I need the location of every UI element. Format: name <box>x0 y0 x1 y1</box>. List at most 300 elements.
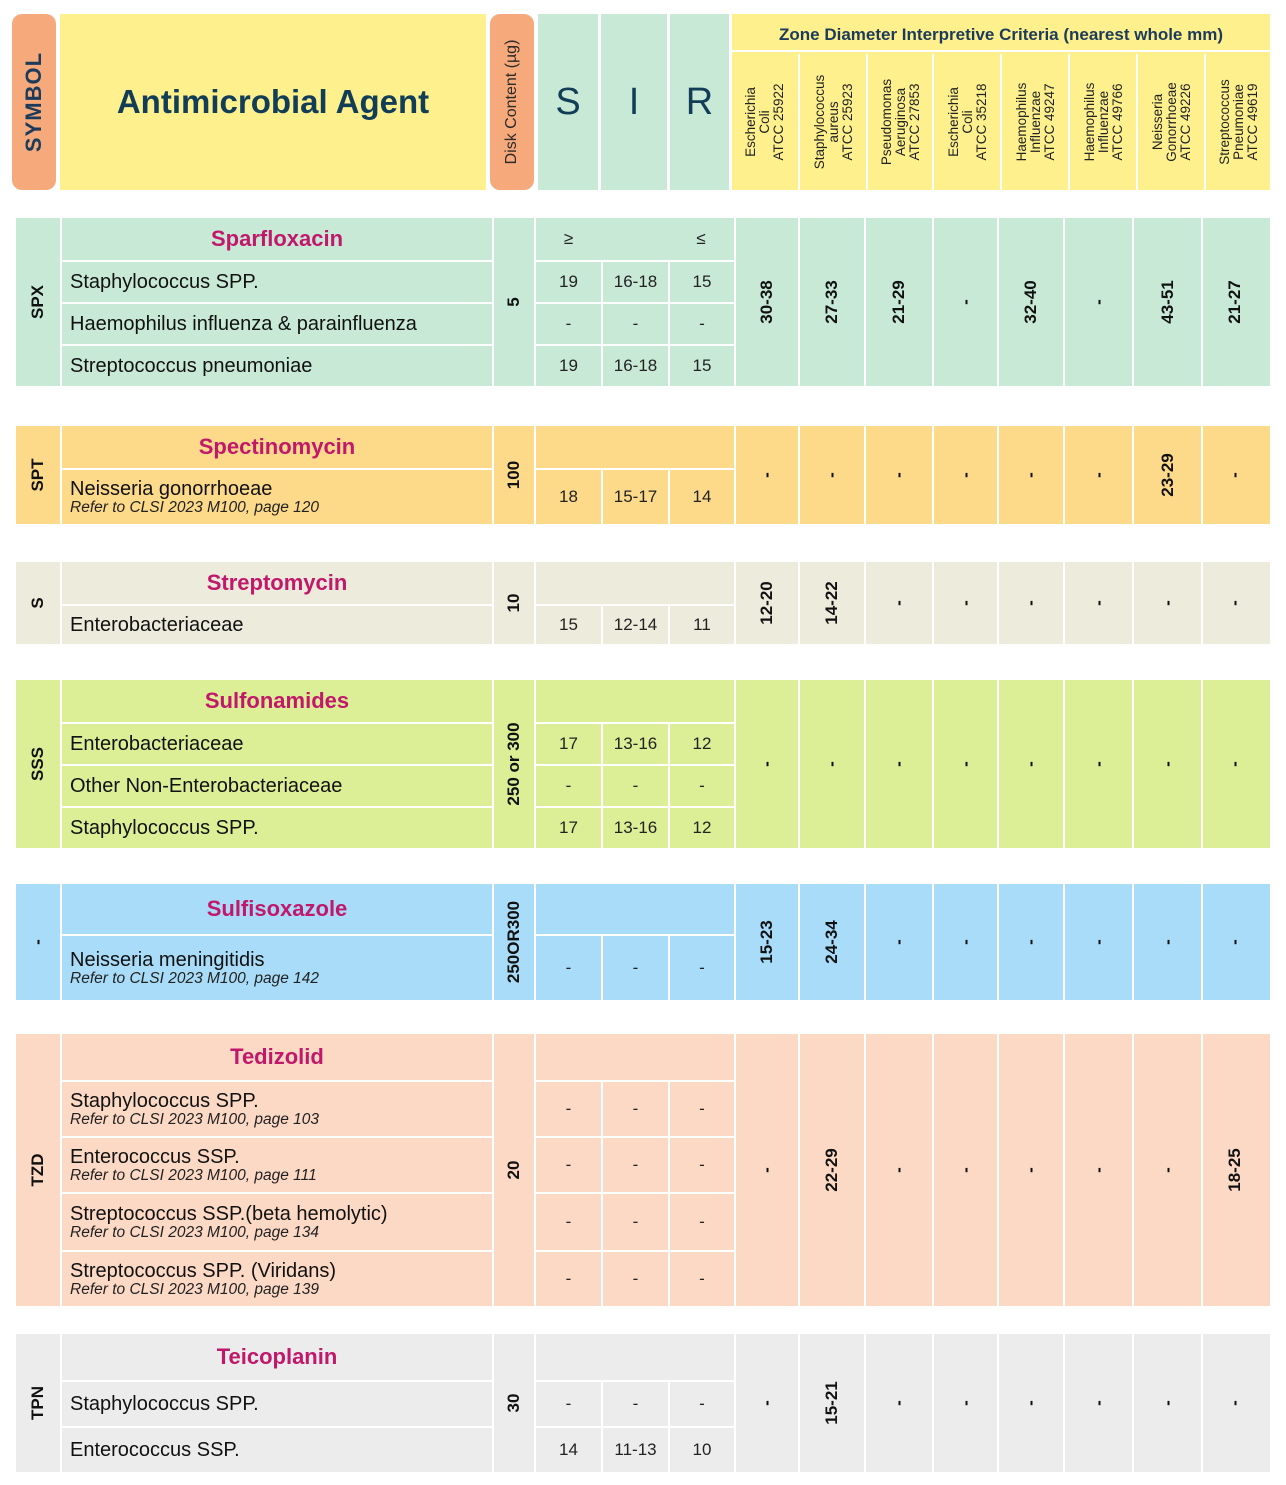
qc-range-value: 22-29 <box>822 1148 841 1192</box>
qc-range-cell <box>997 1334 1063 1472</box>
breakpoint-i: 11-13 <box>601 1426 668 1472</box>
qc-range-value: - <box>955 1400 975 1406</box>
qc-range-value: - <box>955 761 975 767</box>
agent-name: Spectinomycin <box>60 426 492 468</box>
sir-header-r <box>668 1334 734 1380</box>
qc-organism-line: Neisseria <box>1150 93 1165 151</box>
qc-range-cell <box>1132 1034 1201 1306</box>
symbol-label: SPX <box>28 284 47 320</box>
qc-range-cell <box>932 884 997 1000</box>
symbol-label: - <box>28 939 47 945</box>
qc-organism-line: Coli <box>960 110 975 134</box>
organism-row <box>60 1380 492 1426</box>
symbol-cell <box>16 218 60 386</box>
qc-range-cell <box>932 426 997 524</box>
qc-organism-line: Escherichia <box>946 87 961 157</box>
sir-header-s <box>536 680 601 722</box>
disk-content-value: 250 or 300 <box>504 722 523 806</box>
symbol-cell <box>16 884 60 1000</box>
breakpoint-r: 15 <box>668 260 734 302</box>
qc-range-cell <box>932 680 997 848</box>
qc-range-cell <box>798 426 864 524</box>
sir-header-r <box>668 426 734 468</box>
breakpoint-s: - <box>536 302 601 344</box>
breakpoint-s: 17 <box>536 722 601 764</box>
breakpoint-i: - <box>601 1250 668 1306</box>
organism-name: Streptococcus SPP. (Viridans) <box>70 1259 337 1282</box>
sir-header-i <box>601 884 668 934</box>
breakpoint-r: - <box>668 1192 734 1250</box>
breakpoint-i: - <box>601 1080 668 1136</box>
qc-range-value: - <box>1157 1167 1177 1173</box>
qc-range-value: - <box>889 939 908 945</box>
breakpoint-s: 14 <box>536 1426 601 1472</box>
qc-range-value: - <box>1224 472 1244 478</box>
breakpoint-s: - <box>536 1250 601 1306</box>
qc-range-value: 12-20 <box>757 581 776 625</box>
qc-range-value: - <box>955 600 975 606</box>
agent-name: Teicoplanin <box>60 1334 492 1380</box>
organism-row <box>60 722 492 764</box>
breakpoint-r: 12 <box>668 806 734 848</box>
sir-header-i <box>601 218 668 260</box>
breakpoint-r: - <box>668 1250 734 1306</box>
qc-range-value: - <box>1157 600 1177 606</box>
sir-header-i <box>601 1334 668 1380</box>
qc-range-value: - <box>955 939 975 945</box>
organism-row <box>60 1426 492 1472</box>
qc-range-value: - <box>757 1400 776 1406</box>
symbol-label: TPN <box>28 1386 47 1420</box>
qc-range-cell <box>798 562 864 644</box>
sir-header-i <box>601 1034 668 1080</box>
breakpoint-i: - <box>601 764 668 806</box>
header-agent-label: Antimicrobial Agent <box>116 83 430 120</box>
disk-content-cell <box>492 1034 536 1306</box>
sir-header-s: ≥ <box>563 229 574 248</box>
breakpoint-i: - <box>601 1380 668 1426</box>
header-disk-label: Disk Content (µg) <box>503 39 520 165</box>
qc-range-cell <box>997 562 1063 644</box>
qc-range-value: - <box>889 1400 908 1406</box>
qc-range-cell <box>864 1334 932 1472</box>
agent-name: Streptomycin <box>60 562 492 604</box>
header-symbol-label: SYMBOL <box>21 51 46 153</box>
sir-header-i <box>601 426 668 468</box>
qc-organism-line: Influenzae <box>1028 90 1043 154</box>
qc-range-cell <box>1201 426 1266 524</box>
disk-content-value: 30 <box>504 1393 523 1413</box>
qc-range-value: 18-25 <box>1224 1148 1244 1192</box>
sir-header-r <box>668 1034 734 1080</box>
organism-name: Staphylococcus SPP. <box>70 271 259 293</box>
qc-organism-line: Coli <box>757 110 772 134</box>
header-zone <box>732 14 1270 190</box>
sir-header-r: ≤ <box>696 229 706 248</box>
breakpoint-r: - <box>668 934 734 1000</box>
disk-content-cell <box>492 426 536 524</box>
qc-organism-line: Streptococcus <box>1217 79 1232 165</box>
qc-range-cell <box>997 218 1063 386</box>
qc-range-value: - <box>1021 472 1040 478</box>
qc-range-cell <box>1063 562 1132 644</box>
breakpoint-i: 16-18 <box>601 260 668 302</box>
header-qc-organism <box>732 54 798 190</box>
breakpoint-r: 15 <box>668 344 734 386</box>
clsi-reference: Refer to CLSI 2023 M100, page 142 <box>70 969 320 987</box>
breakpoint-s: 15 <box>536 604 601 644</box>
qc-organism-name <box>1151 82 1193 162</box>
agent-name: Sparfloxacin <box>60 218 492 260</box>
qc-range-cell <box>1201 218 1266 386</box>
organism-row <box>60 302 492 344</box>
qc-range-cell <box>798 1034 864 1306</box>
organism-name: Haemophilus influenza & parainfluenza <box>70 313 417 335</box>
header-qc-organism <box>866 54 934 190</box>
organism-row <box>60 1250 492 1306</box>
header-qc-organism <box>932 54 1002 190</box>
qc-range-cell <box>932 1334 997 1472</box>
qc-range-cell <box>1201 562 1266 644</box>
sir-header-r <box>668 562 734 604</box>
agent-section <box>16 218 1270 386</box>
qc-range-cell <box>932 1034 997 1306</box>
qc-range-value: - <box>1088 1167 1108 1173</box>
qc-range-cell <box>1132 426 1201 524</box>
disk-content-value: 250OR300 <box>504 900 523 984</box>
disk-content-cell <box>492 680 536 848</box>
breakpoint-s: 18 <box>536 468 601 524</box>
symbol-label: TZD <box>28 1153 47 1187</box>
qc-range-value: - <box>1021 1167 1040 1173</box>
qc-organism-line: Escherichia <box>743 87 758 157</box>
sir-header-s <box>536 884 601 934</box>
qc-organism-name <box>880 79 922 165</box>
qc-range-value: 32-40 <box>1021 280 1040 324</box>
qc-organism-line: Influenzae <box>1096 90 1111 154</box>
breakpoint-s: - <box>536 1136 601 1192</box>
organism-name: Streptococcus SSP.(beta hemolytic) <box>70 1202 388 1225</box>
qc-range-value: - <box>822 472 841 478</box>
qc-range-cell <box>932 562 997 644</box>
qc-organism-line: ATCC 49226 <box>1178 83 1193 161</box>
qc-range-cell <box>997 680 1063 848</box>
breakpoint-i: 13-16 <box>601 722 668 764</box>
organism-name: Staphylococcus SPP. <box>70 1089 259 1112</box>
qc-organism-line: Haemophilus <box>1082 82 1097 162</box>
breakpoint-s: 17 <box>536 806 601 848</box>
qc-organism-name <box>813 75 855 170</box>
qc-range-value: - <box>1088 299 1108 305</box>
breakpoint-i: 12-14 <box>601 604 668 644</box>
breakpoint-s: - <box>536 764 601 806</box>
qc-range-value: - <box>955 1167 975 1173</box>
organism-name: Staphylococcus SPP. <box>70 1393 259 1415</box>
qc-range-cell <box>1063 1034 1132 1306</box>
qc-range-value: - <box>955 299 975 305</box>
organism-row <box>60 468 492 524</box>
qc-range-value: - <box>889 600 908 606</box>
qc-range-value: - <box>1157 1400 1177 1406</box>
qc-range-cell <box>734 426 798 524</box>
qc-range-cell <box>1132 680 1201 848</box>
sir-header-r <box>668 680 734 722</box>
sir-header-i <box>601 562 668 604</box>
qc-range-value: - <box>1021 939 1040 945</box>
breakpoint-r: - <box>668 1136 734 1192</box>
breakpoint-i: - <box>601 302 668 344</box>
qc-range-value: - <box>822 761 841 767</box>
qc-range-value: - <box>1088 939 1108 945</box>
disk-content-value: 5 <box>504 297 523 307</box>
qc-range-cell <box>734 1034 798 1306</box>
breakpoint-r: - <box>668 1080 734 1136</box>
breakpoint-s: - <box>536 1192 601 1250</box>
qc-range-value: - <box>1224 939 1244 945</box>
disk-content-cell <box>492 218 536 386</box>
sir-header-s <box>536 1034 601 1080</box>
symbol-label: SPT <box>28 458 47 492</box>
header-i <box>601 14 667 190</box>
qc-range-cell <box>997 426 1063 524</box>
qc-range-value: 21-29 <box>889 280 908 324</box>
qc-range-value: - <box>757 1167 776 1173</box>
zone-title: Zone Diameter Interpretive Criteria (nearest whole mm) <box>732 20 1270 52</box>
qc-range-cell <box>1063 884 1132 1000</box>
qc-organism-line: ATCC 25922 <box>771 83 786 161</box>
qc-range-value: - <box>955 472 975 478</box>
qc-range-cell <box>1063 1334 1132 1472</box>
qc-range-value: 15-23 <box>757 920 776 964</box>
qc-range-value: 23-29 <box>1157 453 1177 497</box>
organism-row <box>60 260 492 302</box>
qc-range-cell <box>864 680 932 848</box>
disk-content-value: 20 <box>504 1160 523 1180</box>
sir-header-i <box>601 680 668 722</box>
qc-range-cell <box>798 680 864 848</box>
organism-name: Enterococcus SSP. <box>70 1439 240 1461</box>
qc-range-value: - <box>1021 761 1040 767</box>
breakpoint-i: - <box>601 1136 668 1192</box>
agent-section <box>16 562 1270 644</box>
qc-range-cell <box>864 1034 932 1306</box>
organism-row <box>60 604 492 644</box>
qc-range-cell <box>734 562 798 644</box>
agent-section <box>16 426 1270 524</box>
disk-content-cell <box>492 562 536 644</box>
disk-content-cell <box>492 1334 536 1472</box>
organism-name: Other Non-Enterobacteriaceae <box>70 775 343 797</box>
qc-range-cell <box>864 218 932 386</box>
disk-content-value: 100 <box>504 460 523 490</box>
symbol-cell <box>16 562 60 644</box>
breakpoint-r: - <box>668 764 734 806</box>
qc-range-cell <box>864 884 932 1000</box>
organism-name: Streptococcus pneumoniae <box>70 355 313 377</box>
agent-section <box>16 1334 1270 1472</box>
qc-organism-line: ATCC 25923 <box>840 83 855 161</box>
qc-organism-line: Aeruginosa <box>893 87 908 157</box>
organism-row <box>60 764 492 806</box>
qc-range-value: - <box>1157 939 1177 945</box>
agent-name: Tedizolid <box>60 1034 492 1080</box>
qc-range-cell <box>798 218 864 386</box>
qc-range-value: - <box>1224 600 1244 606</box>
symbol-cell <box>16 426 60 524</box>
organism-row <box>60 1136 492 1192</box>
qc-range-cell <box>1132 562 1201 644</box>
qc-organism-line: Haemophilus <box>1014 82 1029 162</box>
clsi-reference: Refer to CLSI 2023 M100, page 120 <box>70 498 320 516</box>
clsi-reference: Refer to CLSI 2023 M100, page 111 <box>70 1166 317 1184</box>
qc-range-cell <box>1063 218 1132 386</box>
header-r-label: R <box>685 80 714 123</box>
header-disk-content <box>490 14 534 190</box>
organism-name: Enterobacteriaceae <box>70 733 244 755</box>
qc-range-value: 43-51 <box>1157 280 1177 324</box>
organism-row <box>60 934 492 1000</box>
organism-name: Neisseria meningitidis <box>70 948 265 971</box>
qc-range-cell <box>734 218 798 386</box>
qc-organism-line: Pseudomonas <box>879 78 894 166</box>
qc-range-cell <box>734 680 798 848</box>
organism-row <box>60 1080 492 1136</box>
qc-range-value: 14-22 <box>822 581 841 625</box>
agent-section <box>16 1034 1270 1306</box>
qc-organism-name <box>744 83 786 160</box>
sir-header-s <box>536 426 601 468</box>
header-qc-organism <box>1204 54 1272 190</box>
qc-range-cell <box>932 218 997 386</box>
qc-organism-line: Pneumoniae <box>1231 84 1246 160</box>
qc-range-value: - <box>1088 472 1108 478</box>
qc-organism-line: ATCC 49766 <box>1110 83 1125 161</box>
qc-range-cell <box>997 1034 1063 1306</box>
header-qc-organism <box>1068 54 1138 190</box>
symbol-label: S <box>28 597 47 609</box>
organism-row <box>60 1192 492 1250</box>
agent-section <box>16 680 1270 848</box>
sir-header-s <box>536 562 601 604</box>
qc-range-value: - <box>1088 761 1108 767</box>
qc-range-cell <box>798 1334 864 1472</box>
clsi-reference: Refer to CLSI 2023 M100, page 103 <box>70 1110 320 1128</box>
qc-range-value: - <box>1224 761 1244 767</box>
organism-name: Enterococcus SSP. <box>70 1145 240 1168</box>
qc-range-cell <box>798 884 864 1000</box>
qc-range-value: - <box>757 761 776 767</box>
qc-organism-name <box>1218 79 1260 165</box>
breakpoint-r: - <box>668 302 734 344</box>
breakpoint-i: 16-18 <box>601 344 668 386</box>
qc-range-cell <box>1201 1034 1266 1306</box>
breakpoint-s: 19 <box>536 260 601 302</box>
symbol-label: SSS <box>28 746 47 782</box>
agent-name: Sulfonamides <box>60 680 492 722</box>
breakpoint-s: - <box>536 1380 601 1426</box>
qc-organism-line: Gonorrhoeae <box>1164 82 1179 162</box>
breakpoint-s: 19 <box>536 344 601 386</box>
breakpoint-r: - <box>668 1380 734 1426</box>
agent-section <box>16 884 1270 1000</box>
qc-range-value: - <box>889 761 908 767</box>
qc-range-cell <box>1063 680 1132 848</box>
breakpoint-r: 10 <box>668 1426 734 1472</box>
qc-range-value: 30-38 <box>757 280 776 324</box>
qc-organism-name <box>1083 83 1125 162</box>
sir-header-r <box>668 884 734 934</box>
breakpoint-i: - <box>601 1192 668 1250</box>
qc-range-cell <box>864 426 932 524</box>
qc-organism-name <box>947 83 989 160</box>
qc-range-value: - <box>1088 600 1108 606</box>
qc-organism-line: aureus <box>826 101 841 143</box>
header-i-label: I <box>628 80 640 123</box>
qc-range-cell <box>734 884 798 1000</box>
organism-name: Staphylococcus SPP. <box>70 817 259 839</box>
qc-range-value: 21-27 <box>1224 280 1244 324</box>
qc-range-value: - <box>1021 600 1040 606</box>
qc-range-cell <box>997 884 1063 1000</box>
breakpoint-i: - <box>601 934 668 1000</box>
header-qc-organism <box>798 54 868 190</box>
qc-range-cell <box>864 562 932 644</box>
organism-name: Enterobacteriaceae <box>70 614 244 636</box>
qc-range-cell <box>1201 680 1266 848</box>
qc-organism-line: ATCC 27853 <box>907 83 922 161</box>
qc-range-cell <box>1132 1334 1201 1472</box>
qc-range-cell <box>1132 218 1201 386</box>
header-qc-organism <box>1000 54 1070 190</box>
breakpoint-i: 15-17 <box>601 468 668 524</box>
symbol-cell <box>16 1034 60 1306</box>
qc-range-cell <box>1201 884 1266 1000</box>
sir-header-s <box>536 1334 601 1380</box>
breakpoint-r: 14 <box>668 468 734 524</box>
qc-range-cell <box>1201 1334 1266 1472</box>
qc-range-cell <box>1132 884 1201 1000</box>
agent-name: Sulfisoxazole <box>60 884 492 934</box>
organism-row <box>60 806 492 848</box>
qc-range-value: - <box>1157 761 1177 767</box>
breakpoint-r: 11 <box>668 604 734 644</box>
qc-range-value: 15-21 <box>822 1381 841 1425</box>
qc-range-cell <box>734 1334 798 1472</box>
clsi-reference: Refer to CLSI 2023 M100, page 139 <box>70 1280 320 1298</box>
qc-range-value: - <box>757 472 776 478</box>
disk-content-value: 10 <box>504 593 523 613</box>
qc-range-value: 24-34 <box>822 920 841 964</box>
qc-range-value: - <box>1021 1400 1040 1406</box>
qc-organism-line: ATCC 49247 <box>1042 83 1057 161</box>
organism-row <box>60 344 492 386</box>
header-symbol <box>12 14 56 190</box>
breakpoint-s: - <box>536 1080 601 1136</box>
qc-organism-line: ATCC 49619 <box>1245 83 1260 161</box>
header-r <box>670 14 729 190</box>
header-s-label: S <box>555 80 581 123</box>
qc-organism-line: ATCC 35218 <box>974 83 989 161</box>
header-s <box>538 14 598 190</box>
qc-range-value: - <box>889 1167 908 1173</box>
breakpoint-s: - <box>536 934 601 1000</box>
qc-organism-name <box>1015 83 1057 162</box>
qc-range-value: - <box>889 472 908 478</box>
header-qc-organism <box>1136 54 1206 190</box>
qc-range-value: - <box>1224 1400 1244 1406</box>
breakpoint-r: 12 <box>668 722 734 764</box>
breakpoint-i: 13-16 <box>601 806 668 848</box>
